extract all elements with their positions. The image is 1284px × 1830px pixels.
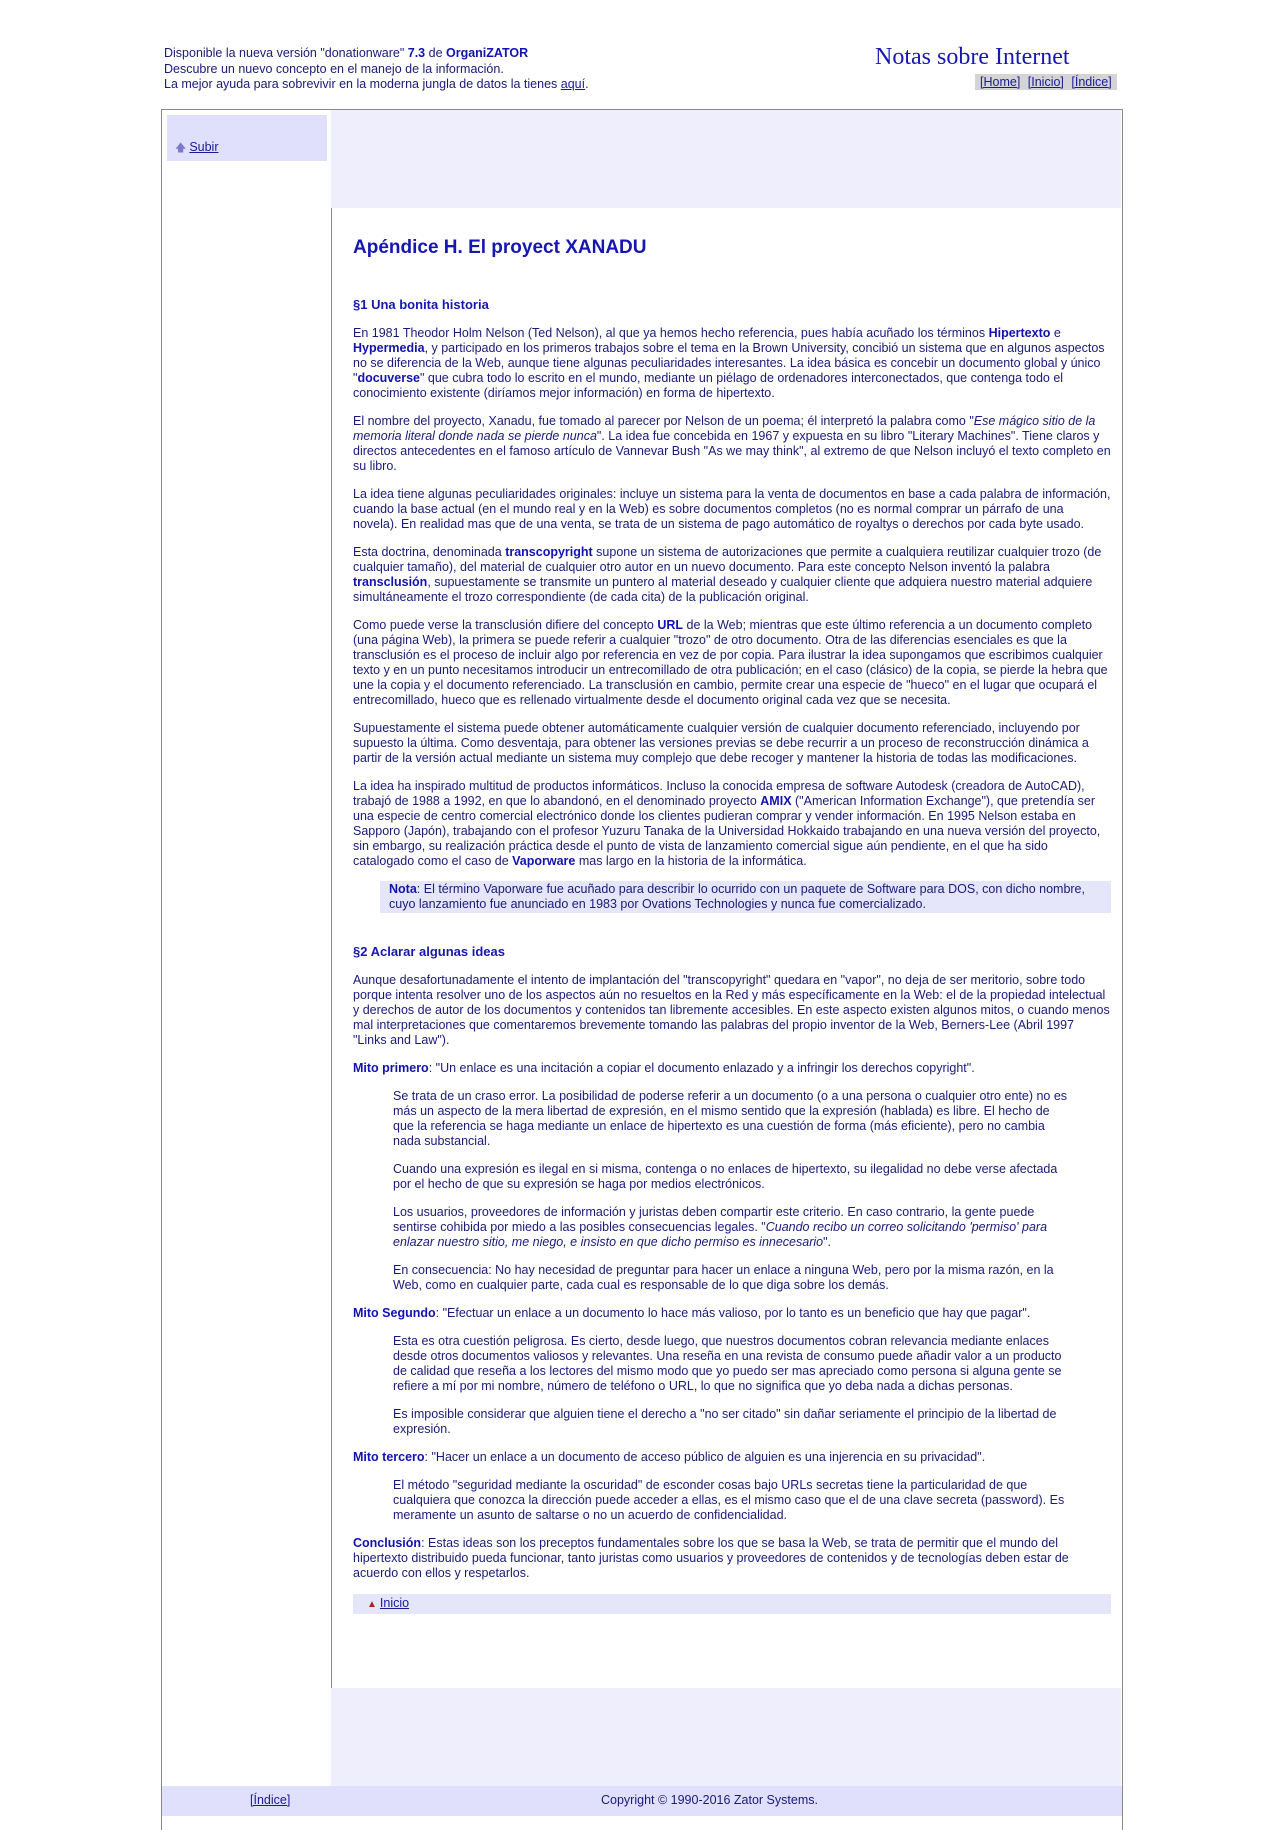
paragraph: La idea ha inspirado multitud de productos informáticos. Incluso la conocida empresa de software Autodesk (creadora de AutoCAD), trabajó de 1988 a 1992, en que lo abandonó, en el denominado proyecto AMIX ("American Information Exchange"), que pretendía ser una especie de centro comercial electrónico donde los clientes pudieran comprar y vender información. En 1995 Nelson estaba en Sapporo (Japón), trabajando con el profesor Yuzuru Tanaka de la Universidad Hokkaido trabajando en una nueva versión del proyecto, sin embargo, su realización práctica desde el punto de vista de lanzamiento comercial sigue aún pendiente, en el que ha sido catalogado como el caso de Vaporware mas largo en la historia de la informática. — [353, 779, 1101, 868]
content-top-band — [331, 110, 1121, 208]
indented-paragraph: Esta es otra cuestión peligrosa. Es cierto, desde luego, que nuestros documentos cobran relevancia mediante enlaces desde otros documentos valiosos y relevantes. Una reseña en una revista de consumo puede añadir valor a un producto de calidad que reseña a los lectores del mismo modo que yo puedo ser mas apreciado como persona si alguna gente se refiere a mí por mi nombre, número de teléfono o URL, lo que no significa que yo deba nada a dichas personas. — [393, 1334, 1062, 1393]
note-box: Nota: El término Vaporware fue acuñado para describir lo ocurrido con un paquete de Software para DOS, con dicho nombre, cuyo lanzamiento fue anunciado en 1983 por Ovations Technologies y nunca fue comercializado. — [380, 881, 1111, 913]
myth-2: Mito Segundo: "Efectuar un enlace a un documento lo hace más valioso, por lo tanto es un beneficio que hay que pagar". — [353, 1306, 1031, 1320]
content-bottom-band — [331, 1688, 1121, 1786]
footer-index-link[interactable]: [Índice] — [250, 1793, 291, 1807]
paragraph: En 1981 Theodor Holm Nelson (Ted Nelson), al que ya hemos hecho referencia, pues había acuñado los términos Hipertexto e Hypermedia, y participado en los primeros trabajos sobre el tema en la Brown University, concibió un sistema que en algunos aspectos no se diferencia de la Web, aunque tiene algunas peculiaridades interesantes. La idea básica es concebir un documento global y único "docuverse" que cubra todo lo escrito en el mundo, mediante un piélago de ordenadores interconectados, que contenga todo el conocimiento existente (diríamos mejor información) en forma de hipertexto. — [353, 326, 1105, 400]
sidebar-up-link[interactable] — [175, 139, 219, 158]
note-label: Nota — [389, 882, 417, 896]
here-link[interactable]: aquí — [560, 77, 586, 91]
announcement — [164, 46, 589, 93]
nav-inicio-link[interactable]: [Inicio] — [1027, 75, 1064, 89]
myth-3: Mito tercero: "Hacer un enlace a un documento de acceso público de alguien es una injerencia en su privacidad". — [353, 1450, 986, 1464]
paragraph: Aunque desafortunadamente el intento de implantación del "transcopyright" quedara en "vapor", no deja de ser meritorio, sobre todo porque intenta resolver uno de los aspectos aún no resueltos en la Red y más específicamente en la Web: el de la propiedad intelectual y derechos de autor de los documentos y contenidos tan libremente accesibles. En este aspecto existen algunos mitos, o cuando menos mal interpretaciones que comentaremos brevemente tomando las palabras del propio inventor de la Web, Berners-Lee (Abril 1997 "Links and Law"). — [353, 973, 1110, 1047]
version-number: 7.3 — [407, 46, 426, 60]
product-name: OrganiZATOR — [446, 46, 529, 60]
indented-paragraph: El método "seguridad mediante la oscuridad" de esconder cosas bajo URLs secretas tiene la particularidad de que cualquiera que conozca la dirección puede acceder a ellas, es el mismo caso que el de una clave secreta (password). Es meramente un asunto de saltarse o no un acuerdo de confidencialidad. — [393, 1478, 1065, 1522]
nav-home-link[interactable]: [Home] — [980, 75, 1021, 89]
inicio-bar — [353, 1594, 1111, 1614]
main-content — [353, 230, 1111, 1614]
indented-paragraph: Es imposible considerar que alguien tiene el derecho a "no ser citado" sin dañar seriamente el principio de la libertad de expresión. — [393, 1407, 1057, 1436]
section-1-heading: §1 Una bonita historia — [353, 297, 489, 312]
conclusion: Conclusión: Estas ideas son los preceptos fundamentales sobre los que se basa la Web, se trata de permitir que el mundo del hipertexto distribuido pueda funcionar, tanto juristas como usuarios y proveedores de contenidos y de tecnologías deben estar de acuerdo con ellos y respetarlos. — [353, 1536, 1069, 1580]
paragraph: Esta doctrina, denominada transcopyright supone un sistema de autorizaciones que permite a cualquiera reutilizar cualquier trozo (de cualquier tamaño), del material de cualquier otro autor en un nuevo documento. Para este concepto Nelson inventó la palabra transclusión, supuestamente se transmite un puntero al material deseado y cualquier cliente que adquiera nuestro material adquiere simultáneamente el trozo correspondiente (de cada cita) de la publicación original. — [353, 545, 1102, 604]
arrow-up-icon: 🡅 — [175, 142, 187, 154]
paragraph: Como puede verse la transclusión difiere del concepto URL de la Web; mientras que este último referencia a un documento completo (una página Web), la primera se puede referir a cualquier "trozo" de otro documento. Otra de las diferencias esenciales es que la transclusión es el proceso de incluir algo por referencia en vez de por copia. Para ilustrar la idea supongamos que escribimos cualquier texto y en un punto necesitamos introducir un entrecomillado de otra publicación; en el caso (clásico) de la copia, se pierde la hebra que une la copia y el documento referenciado. La transclusión en cambio, permite crear una especie de "hueco" en el lugar que ocupará el entrecomillado, hueco que es rellenado virtualmente desde el documento original cada vez que se necesita. — [353, 618, 1108, 707]
indented-paragraph: Se trata de un craso error. La posibilidad de poderse referir a un documento (o a una persona o cualquier otro ente) no es más un aspecto de la mera libertad de expresión, en el mismo sentido que la expresión (hablada) es libre. El hecho de que la referencia se haga mediante un enlace de hipertexto es una cuestión de forma (más eficiente), pero no cambia nada substancial. — [393, 1089, 1068, 1148]
announcement-line-3: La mejor ayuda para sobrevivir en la moderna jungla de datos la tienes aquí. — [164, 77, 589, 91]
indented-paragraph: Cuando una expresión es ilegal en si misma, contenga o no enlaces de hipertexto, su ilegalidad no debe verse afectada por el hecho de que su expresión se haga por medios electrónicos. — [393, 1162, 1058, 1191]
nav-indice-link[interactable]: [Índice] — [1071, 75, 1112, 89]
paragraph: El nombre del proyecto, Xanadu, fue tomado al parecer por Nelson de un poema; él interpretó la palabra como "Ese mágico sitio de la memoria literal donde nada se pierde nunca". La idea fue concebida en 1967 y expuesta en su libro "Literary Machines". Tiene claros y directos antecedentes en el famoso artículo de Vannevar Bush "As we may think", al extremo de que Nelson incluyó el texto completo en su libro. — [353, 414, 1111, 473]
inicio-link[interactable]: Inicio — [379, 1596, 410, 1610]
content-divider — [331, 208, 332, 1688]
announcement-line-1: Disponible la nueva versión "donationware" 7.3 de OrganiZATOR — [164, 46, 529, 60]
paragraph: Supuestamente el sistema puede obtener automáticamente cualquier versión de cualquier documento referenciado, incluyendo por supuesto la última. Como desventaja, para obtener las versiones previas se debe recurrir a un proceso de reconstrucción dinámica a partir de la versión actual mediante un sistema muy complejo que debe recoger y mantener la historia de todas las modificaciones. — [353, 721, 1089, 765]
indented-paragraph: En consecuencia: No hay necesidad de preguntar para hacer un enlace a ninguna Web, pero por la misma razón, en la Web, como en cualquier parte, cada cual es responsable de lo que diga sobre los demás. — [393, 1263, 1054, 1292]
arrow-up-icon: ▲ — [367, 1599, 377, 1610]
subir-link[interactable]: Subir — [189, 140, 219, 154]
paragraph: La idea tiene algunas peculiaridades originales: incluye un sistema para la venta de documentos en base a cada palabra de información, cuando la base actual (en el mundo real y en la Web) es sobre documentos completos (no es normal comprar un párrafo de una novela). En realidad mas que de una venta, se trata de un sistema de pago automático de royaltys o derechos por cada byte usado. — [353, 487, 1111, 531]
copyright-text: Copyright © 1990-2016 Zator Systems. — [601, 1793, 818, 1807]
myth-1: Mito primero: "Un enlace es una incitación a copiar el documento enlazado y a infringir los derechos copyright". — [353, 1061, 975, 1075]
site-title: Notas sobre Internet — [875, 44, 1070, 70]
top-nav — [975, 74, 1117, 90]
section-2-heading: §2 Aclarar algunas ideas — [353, 944, 505, 959]
indented-paragraph: Los usuarios, proveedores de información y juristas deben compartir este criterio. En caso contrario, la gente puede sentirse cohibida por miedo a las posibles consecuencias legales. "Cuando recibo un correo solicitando 'permiso' para enlazar nuestro sitio, me niego, e insisto en que dicho permiso es innecesario". — [393, 1205, 1048, 1249]
announcement-line-2: Descubre un nuevo concepto en el manejo de la información. — [164, 61, 504, 76]
page-title: Apéndice H. El proyect XANADU — [353, 237, 647, 258]
